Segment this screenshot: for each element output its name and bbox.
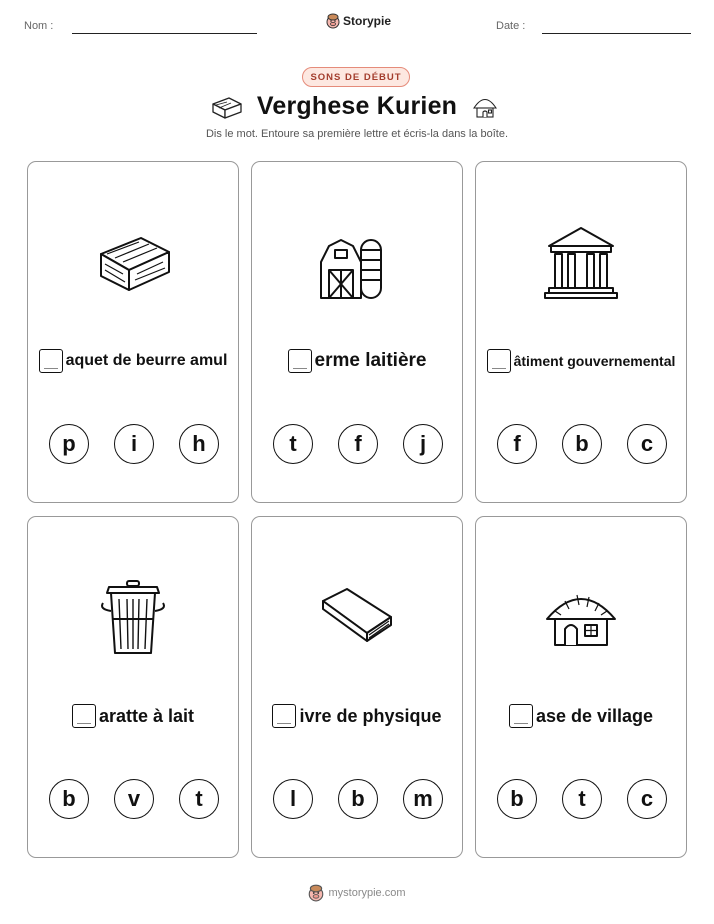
letter-choice[interactable]: c	[627, 779, 667, 819]
name-label: Nom :	[24, 20, 54, 32]
brand-logo	[326, 13, 391, 29]
answer-box[interactable]	[72, 704, 96, 728]
butter-block-icon	[93, 224, 173, 304]
letter-choice[interactable]: j	[403, 424, 443, 464]
answer-box[interactable]	[509, 704, 533, 728]
letter-choice[interactable]: f	[497, 424, 537, 464]
letter-choice[interactable]: t	[179, 779, 219, 819]
letter-choice[interactable]: v	[114, 779, 154, 819]
word-card	[251, 516, 463, 858]
topic-badge: SONS DE DÉBUT	[302, 67, 410, 87]
word-ending: erme laitière	[314, 350, 427, 371]
letter-choice[interactable]: i	[114, 424, 154, 464]
date-label: Date :	[496, 20, 526, 32]
name-field[interactable]	[72, 33, 257, 34]
word-card	[251, 161, 463, 503]
letter-choice[interactable]: c	[627, 424, 667, 464]
milk-can-icon	[93, 579, 173, 659]
footer	[0, 884, 714, 902]
answer-box[interactable]	[288, 349, 312, 373]
word-ending: âtiment gouvernemental	[513, 353, 676, 369]
pig-mascot-icon	[326, 13, 340, 29]
page-title: Verghese Kurien	[256, 92, 458, 120]
answer-box[interactable]	[272, 704, 296, 728]
letter-choice[interactable]: p	[49, 424, 89, 464]
answer-box[interactable]	[487, 349, 511, 373]
word-card	[27, 516, 239, 858]
brand-name: Storypie	[343, 14, 392, 28]
date-field[interactable]	[542, 33, 691, 34]
hut-icon	[541, 579, 621, 659]
word-card	[27, 161, 239, 503]
footer-url[interactable]: mystorypie.com	[328, 887, 406, 899]
word-card	[475, 516, 687, 858]
letter-choice[interactable]: b	[562, 424, 602, 464]
letter-choice[interactable]: b	[338, 779, 378, 819]
book-icon	[317, 579, 397, 659]
letter-choice[interactable]: t	[273, 424, 313, 464]
letter-choice[interactable]: l	[273, 779, 313, 819]
barn-icon	[317, 224, 397, 304]
letter-choice[interactable]: h	[179, 424, 219, 464]
answer-box[interactable]	[39, 349, 63, 373]
instructions: Dis le mot. Entoure sa première lettre et écris-la dans la boîte.	[205, 128, 509, 140]
word-ending: aratte à lait	[98, 705, 195, 726]
word-ending: aquet de beurre amul	[65, 352, 228, 369]
letter-choice[interactable]: b	[49, 779, 89, 819]
letter-choice[interactable]: m	[403, 779, 443, 819]
word-ending: ivre de physique	[299, 705, 442, 726]
letter-choice[interactable]: t	[562, 779, 602, 819]
word-ending: ase de village	[535, 705, 654, 726]
letter-choice[interactable]: f	[338, 424, 378, 464]
hut-icon	[471, 93, 499, 121]
pig-mascot-icon	[308, 884, 324, 902]
word-card	[475, 161, 687, 503]
letter-choice[interactable]: b	[497, 779, 537, 819]
government-building-icon	[541, 224, 621, 304]
